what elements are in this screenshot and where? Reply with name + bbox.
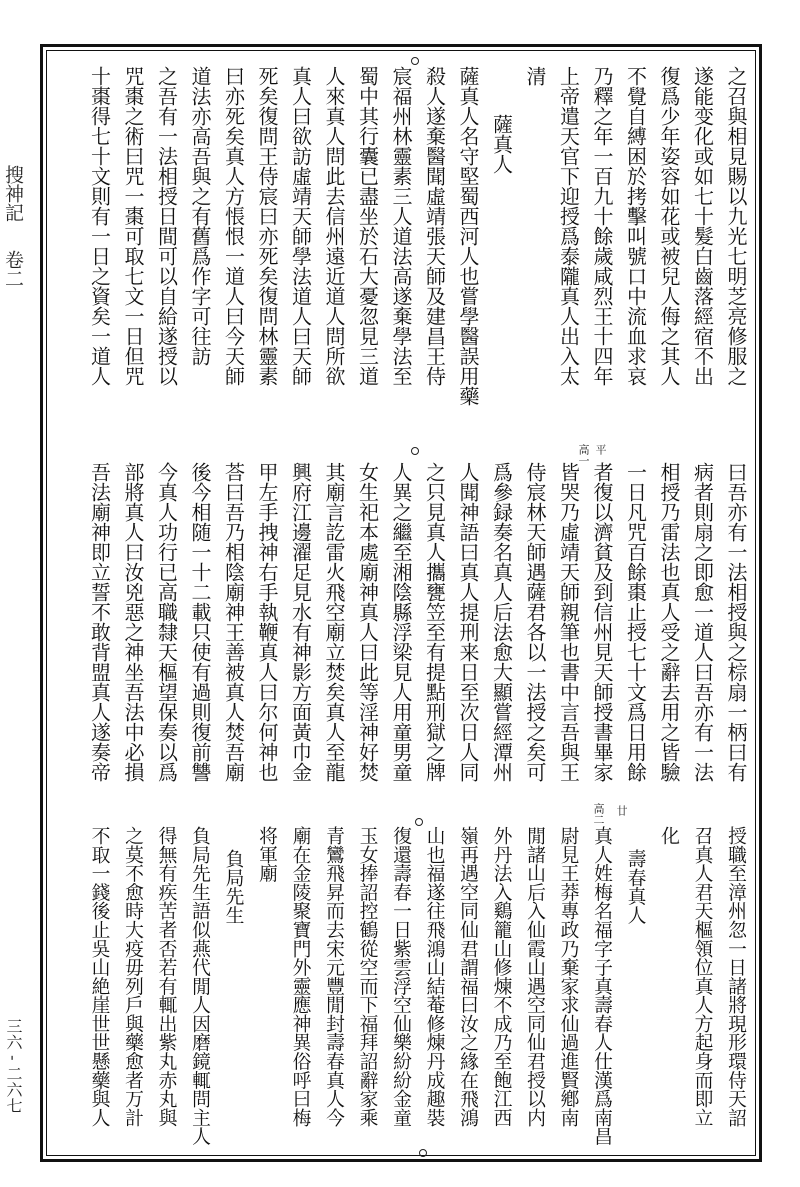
text-column: 曰吾亦有一法相授與之棕扇一柄曰有 xyxy=(724,462,748,782)
section-title: 壽春真人 xyxy=(624,848,646,924)
circle-mark xyxy=(419,1149,427,1157)
block-marker: 廿 xyxy=(615,805,628,816)
text-column: 玉女捧詔控鶴從空而下福拜詔辭家乘 xyxy=(356,826,378,1127)
text-column: 十棗得七十文則有一日之資矣一道人 xyxy=(87,66,112,386)
text-column: 死矣復問王侍宸曰亦死矣復問林靈素 xyxy=(255,66,279,386)
text-column: 一日凡咒百餘棗止授七十文爲日用餘 xyxy=(623,462,648,782)
text-column: 上帝遣天官下迎授爲泰隴真人出入太 xyxy=(556,66,581,386)
text-column: 人來真人問此去信州遠近道人問所欲 xyxy=(322,66,346,386)
text-column: 今真人功行已高職隸天樞望保奏以爲 xyxy=(154,462,179,782)
text-column: 人聞神語曰真人提刑来日至次日人同 xyxy=(456,462,480,782)
block-marker: 高一 xyxy=(577,444,590,466)
text-column: 吾法廟神即立誓不敢背盟真人遂奏帝 xyxy=(87,462,112,782)
text-column: 得無有疾苦者否若有輒出紫丸赤丸與 xyxy=(155,826,177,1127)
text-column: 病者則扇之即愈一道人曰吾亦有一法 xyxy=(690,462,715,782)
text-column: 不取一錢後止吳山絶崖世世懸藥與人 xyxy=(88,826,110,1127)
text-column: 之只見真人攜甕笠至有提點刑獄之牌 xyxy=(422,462,447,782)
text-column: 蜀中其行囊已盡坐於石大憂忽見三道 xyxy=(355,66,380,386)
volume-label: 卷二 xyxy=(2,250,24,288)
text-column: 真人姓梅名福字子真壽春人仕漢爲南昌 xyxy=(591,826,612,1146)
text-column: 人異之繼至湘陰縣浮梁見人用童男童 xyxy=(389,462,413,782)
text-column: 皆哭乃虛靖天師親筆也書中言吾與王 xyxy=(556,462,581,782)
text-column: 山也福遂往飛鴻山結菴修煉丹成趣裝 xyxy=(423,826,445,1127)
text-column: 復還壽春一日紫雲浮空仙樂紛紛金童 xyxy=(390,826,411,1127)
section-title: 負局先生 xyxy=(222,848,244,924)
text-column: 真人曰欲訪虛靖天師學法道人曰天師 xyxy=(288,66,313,386)
text-column: 召真人君天樞領位真人方起身而即立 xyxy=(691,826,713,1127)
text-column: 殺人遂棄醫聞虛靖張天師及建昌王侍 xyxy=(422,66,447,386)
text-column: 咒棗之術曰咒一棗可取七文一日但咒 xyxy=(121,66,145,386)
text-register-upper xyxy=(81,66,752,406)
text-column: 荅曰吾乃相陰廟神王善被真人焚吾廟 xyxy=(221,462,246,782)
text-column: 部將真人曰汝兇惡之神坐吾法中必損 xyxy=(121,462,145,782)
text-column: 女生祀本處廟神真人曰此等淫神好焚 xyxy=(355,462,380,782)
text-column: 者復以濟貧及到信州見天師授書畢家 xyxy=(590,462,614,782)
text-column: 化 xyxy=(658,826,679,845)
block-marker: 平 xyxy=(594,444,607,455)
text-column: 之吾有一法相授日間可以自給遂授以 xyxy=(154,66,179,386)
text-column: 尉見王莽專政乃棄家求仙過進賢鄕南 xyxy=(557,826,579,1127)
text-column: 遂能变化或如七十髮白齒落經宿不出 xyxy=(690,66,715,386)
text-register-middle xyxy=(81,462,752,802)
text-column: 之莫不愈時大疫毋列戶與藥愈者万計 xyxy=(122,826,143,1127)
text-column: 復爲少年姿容如花或被兒人侮之其人 xyxy=(657,66,681,386)
text-column: 興府江邊濯足見水有神影方面黃巾金 xyxy=(288,462,313,782)
circle-mark xyxy=(415,818,423,826)
text-column: 侍宸林天師遇薩君各以一法授之矣可 xyxy=(523,462,547,782)
text-column: 曰亦死矣真人方悵恨一道人曰今天師 xyxy=(221,66,246,386)
text-column: 不覺自縛困於拷擊叫號口中流血求哀 xyxy=(623,66,648,386)
block-marker: 高二 xyxy=(592,803,605,825)
text-column: 道法亦高吾與之有舊爲作字可往訪 xyxy=(188,66,212,366)
text-column: 爲參録奏名真人后法愈大顯嘗經潭州 xyxy=(489,462,514,782)
text-column: 後今相随一十二載只使有過則復前讐 xyxy=(188,462,212,782)
text-column: 之召與相見賜以九光七明芝亮修服之 xyxy=(724,66,748,386)
text-column: 外丹法入鷄籠山修煉不成乃至飽江西 xyxy=(490,826,512,1127)
section-title: 薩真人 xyxy=(489,114,514,174)
text-column: 相授乃雷法也真人受之辭去用之皆驗 xyxy=(657,462,681,782)
text-column: 青鸞飛昇而去宋元豐閒封壽春真人今 xyxy=(323,826,344,1127)
text-column: 其廟言訖雷火飛空廟立焚矣真人至龍 xyxy=(322,462,346,782)
book-title: 搜神記 xyxy=(2,165,24,222)
text-column: 乃釋之年一百九十餘歲咸烈王十四年 xyxy=(590,66,614,386)
text-register-lower xyxy=(81,826,752,1146)
text-column: 将軍廟 xyxy=(256,826,277,883)
text-column: 嶺再遇空同仙君謂福曰汝之緣在飛鴻 xyxy=(457,826,478,1127)
text-column: 薩真人名守堅蜀西河人也嘗學醫誤用藥 xyxy=(456,66,480,406)
text-column: 清 xyxy=(523,66,547,86)
text-column: 負局先生語似燕代閒人因磨鏡輒問主人 xyxy=(189,826,210,1146)
circle-mark xyxy=(411,57,419,65)
text-column: 甲左手拽神右手執鞭真人曰尔何神也 xyxy=(255,462,279,782)
page-number: 三六 - 二六七 xyxy=(4,1018,23,1114)
text-column: 宸福州林靈素三人道法高遂棄學法至 xyxy=(389,66,413,386)
text-column: 授職至漳州忽一日諸將現形環侍天詔 xyxy=(725,826,746,1127)
circle-mark xyxy=(411,447,419,455)
text-column: 廟在金陵聚寶門外靈應神異俗呼曰梅 xyxy=(289,826,311,1127)
text-column: 閒諸山后入仙霞山遇空同仙君授以内 xyxy=(524,826,545,1127)
